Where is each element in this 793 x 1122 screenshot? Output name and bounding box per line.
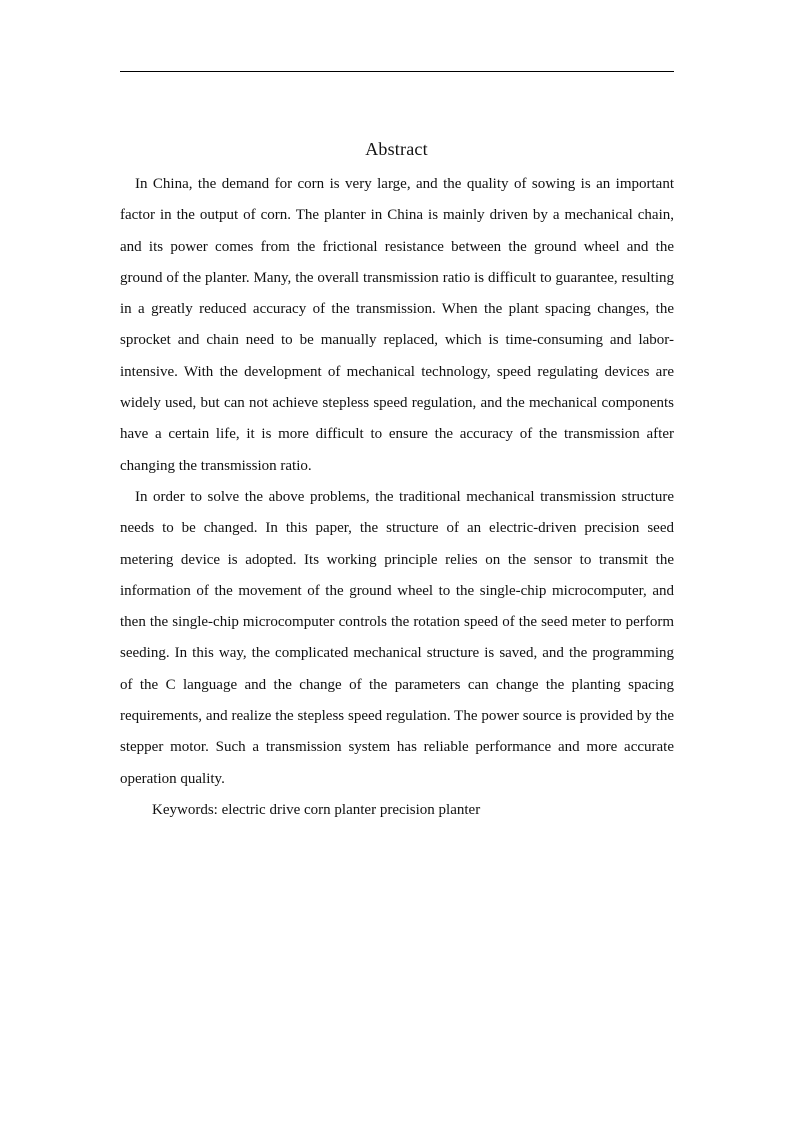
- abstract-paragraph-1: In China, the demand for corn is very large, and the quality of sowing is an important factor in the output of corn. The planter in China is mainly driven by a mechanical chain, and its power comes from the frictional resistance between the ground wheel and the ground of the planter. Many, the overall transmission ratio is difficult to guarantee, resulting in a greatly reduced accuracy of the transmission. When the plant spacing changes, the sprocket and chain need to be manually replaced, which is time-consuming and labor-intensive. With the development of mechanical technology, speed regulating devices are widely used, but can not achieve stepless speed regulation, and the mechanical components have a certain life, it is more difficult to ensure the accuracy of the transmission after changing the transmission ratio.: [120, 176, 674, 474]
- header-rule: [120, 71, 674, 72]
- abstract-body: [120, 169, 674, 826]
- keywords-line: Keywords: electric drive corn planter precision planter: [152, 801, 481, 818]
- abstract-title: Abstract: [365, 139, 428, 159]
- abstract-paragraph-2: In order to solve the above problems, the traditional mechanical transmission structure needs to be changed. In this paper, the structure of an electric-driven precision seed metering device is adopted. Its working principle relies on the sensor to transmit the information of the movement of the ground wheel to the single-chip microcomputer, and then the single-chip microcomputer controls the rotation speed of the seed meter to perform seeding. In this way, the complicated mechanical structure is saved, and the programming of the C language and the change of the parameters can change the planting spacing requirements, and realize the stepless speed regulation. The power source is provided by the stepper motor. Such a transmission system has reliable performance and more accurate operation quality.: [120, 488, 674, 787]
